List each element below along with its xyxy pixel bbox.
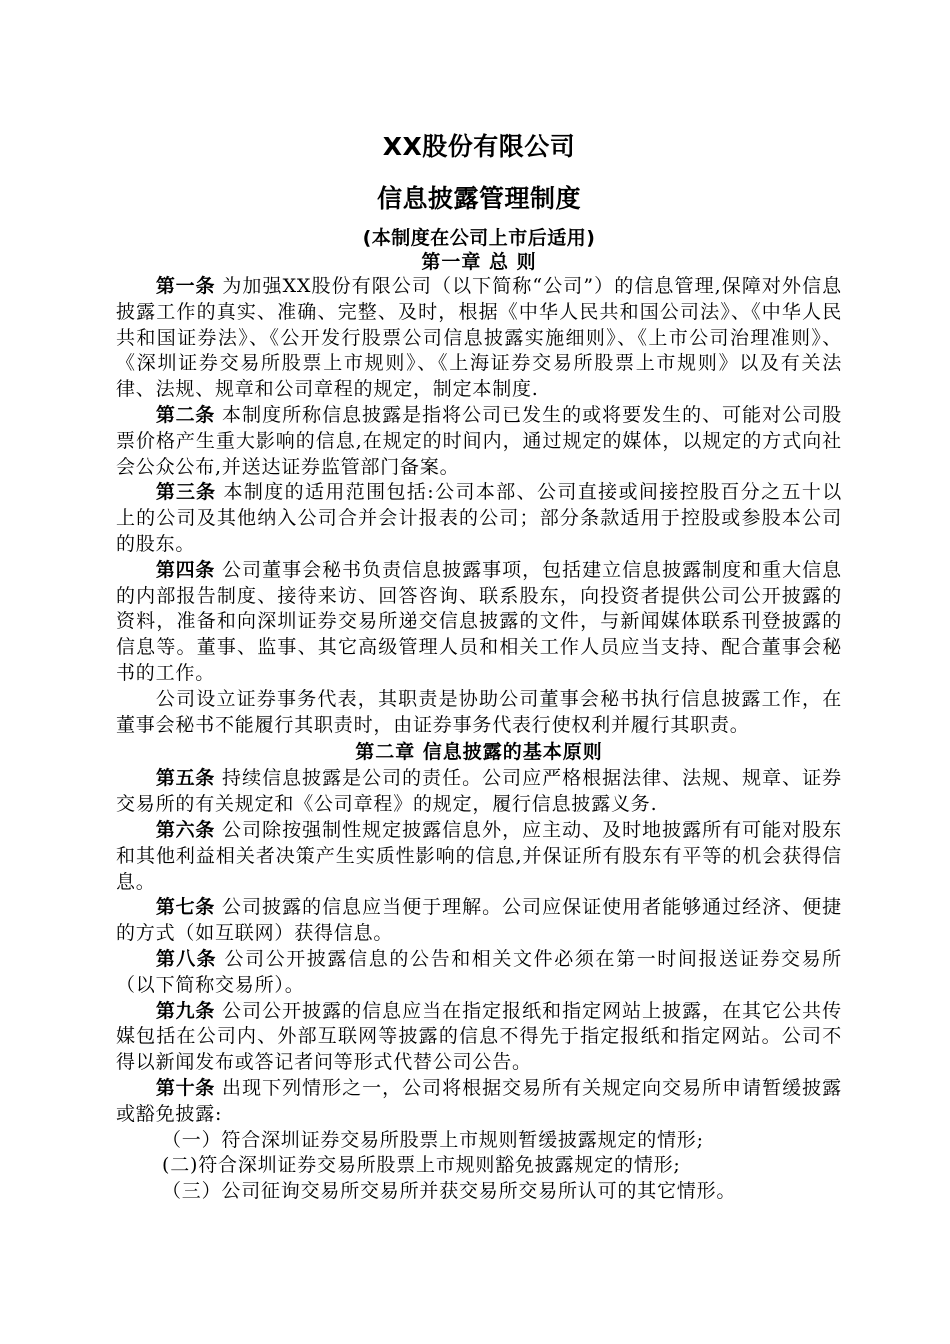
article-2 (116, 403, 842, 480)
article-text: 公司公开披露的信息应当在指定报纸和指定网站上披露，在其它公共传媒包括在公司内、外部互联网等披露的信息不得先于指定报纸和指定网站。公司不得以新闻发布或答记者问等形式代替公司公告。 (116, 999, 842, 1074)
article-5 (116, 766, 842, 818)
document-title: 信息披露管理制度 (376, 184, 581, 213)
article-text: 持续信息披露是公司的责任。公司应严格根据法律、法规、规章、证券交易所的有关规定和《公司章程》的规定，履行信息披露义务. (116, 767, 842, 816)
article-4-continued (116, 687, 842, 739)
article-label: 第四条 (155, 558, 216, 581)
article-6 (116, 818, 842, 895)
article-text: 公司除按强制性规定披露信息外，应主动、及时地披露所有可能对股东和其他利益相关者决策产生实质性影响的信息,并保证所有股东有平等的机会获得信息。 (116, 818, 842, 893)
article-text: 本制度的适用范围包括:公司本部、公司直接或间接控股百分之五十以上的公司及其他纳入公司合并会计报表的公司；部分条款适用于控股或参股本公司的股东。 (116, 481, 842, 555)
list-item: （一）符合深圳证券交易所股票上市规则暂缓披露规定的情形; (162, 1128, 704, 1151)
article-label: 第八条 (155, 947, 217, 970)
article-text: 公司公开披露信息的公告和相关文件必须在第一时间报送证券交易所（以下简称交易所）。 (116, 947, 842, 996)
document-subtitle: (本制度在公司上市后适用) (362, 227, 596, 249)
article-4 (116, 558, 842, 687)
article-3 (116, 480, 842, 557)
article-8 (116, 947, 842, 999)
article-label: 第六条 (155, 818, 216, 841)
article-label: 第十条 (155, 1076, 216, 1099)
list-item: (二)符合深圳证券交易所股票上市规则豁免披露规定的情形; (162, 1154, 681, 1177)
article-label: 第五条 (155, 767, 216, 790)
article-label: 第九条 (155, 999, 216, 1022)
article-text: 公司披露的信息应当便于理解。公司应保证使用者能够通过经济、便捷的方式（如互联网）获得信息。 (116, 896, 842, 945)
company-title: XX股份有限公司 (382, 132, 576, 161)
article-1 (116, 274, 842, 403)
article-7 (116, 895, 842, 947)
article-text: 本制度所称信息披露是指将公司已发生的或将要发生的、可能对公司股票价格产生重大影响的信息,在规定的时间内，通过规定的媒体，以规定的方式向社会公众公布,并送达证券监管部门备案。 (116, 403, 842, 478)
article-label: 第七条 (155, 896, 216, 919)
chapter-2-heading: 第二章 信息披露的基本原则 (355, 741, 603, 764)
list-item: （三）公司征询交易所交易所并获交易所交易所认可的其它情形。 (162, 1180, 737, 1203)
article-text: 公司董事会秘书负责信息披露事项，包括建立信息披露制度和重大信息的内部报告制度、接待来访、回答咨询、联系股东，向投资者提供公司公开披露的资料，准备和向深圳证券交易所递交信息披露的文件，与新闻媒体联系刊登披露的信息等。董事、监事、其它高级管理人员和相关工作人员应当支持、配合董事会秘书的工作。 (116, 558, 842, 684)
article-label: 第三条 (155, 481, 217, 504)
document-body (116, 130, 842, 1205)
article-9 (116, 999, 842, 1076)
article-label: 第一条 (155, 275, 216, 297)
chapter-1-heading: 第一章 总 则 (421, 251, 537, 273)
article-text: 公司设立证券事务代表，其职责是协助公司董事会秘书执行信息披露工作，在董事会秘书不能履行其职责时，由证券事务代表行使权利并履行其职责。 (116, 687, 842, 736)
article-10 (116, 1076, 842, 1128)
article-text: 出现下列情形之一，公司将根据交易所有关规定向交易所申请暂缓披露或豁免披露: (116, 1076, 842, 1125)
article-label: 第二条 (155, 403, 216, 426)
article-text: 为加强XX股份有限公司（以下简称“公司”）的信息管理,保障对外信息披露工作的真实、准确、完整、及时，根据《中华人民共和国公司法》、《中华人民共和国证券法》、《公开发行股票公司信息披露实施细则》、《上市公司治理准则》、《深圳证券交易所股票上市规则》、《上海证券交易所股票上市规则》以及有关法律、法规、规章和公司章程的规定，制定本制度. (116, 275, 842, 401)
